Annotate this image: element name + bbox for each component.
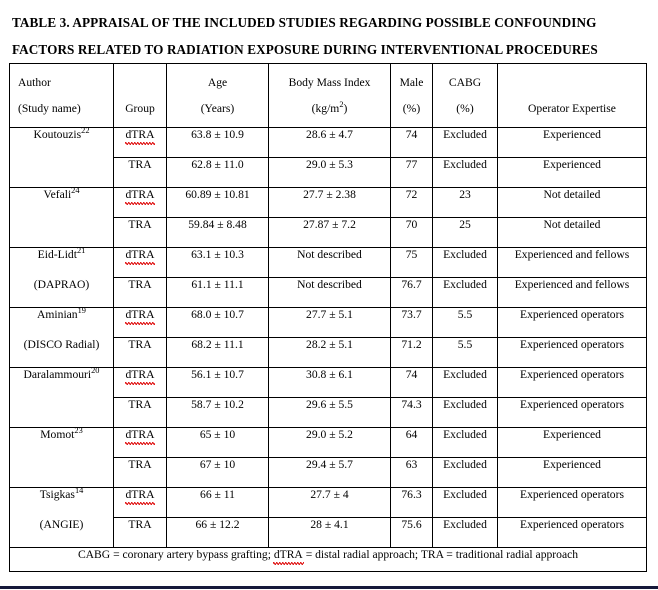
cabg-cell: 23 (433, 188, 498, 218)
author-cell (10, 248, 114, 308)
age-cell: 68.0 ± 10.7 (167, 308, 269, 338)
group-cell (114, 398, 167, 428)
bmi-cell: 29.0 ± 5.3 (269, 158, 391, 188)
age-cell: 58.7 ± 10.2 (167, 398, 269, 428)
operator-cell: Experienced operators (498, 518, 647, 548)
author-name: Aminian (37, 308, 78, 321)
operator-cell: Experienced operators (498, 338, 647, 368)
header-bmi-unit-open: (kg/m (311, 102, 340, 115)
group-cell (114, 518, 167, 548)
male-cell: 73.7 (391, 308, 433, 338)
footnote-part-1: CABG = coronary artery bypass grafting; (77, 548, 274, 561)
group-cell (114, 158, 167, 188)
male-cell: 74 (391, 368, 433, 398)
age-cell: 60.89 ± 10.81 (167, 188, 269, 218)
author-name: Eid-Lidt (37, 248, 77, 261)
bmi-cell: Not described (269, 278, 391, 308)
author-name: Koutouzis (33, 128, 82, 141)
age-cell: 59.84 ± 8.48 (167, 218, 269, 248)
group-cell (114, 428, 167, 458)
male-cell: 77 (391, 158, 433, 188)
group-label: dTRA (126, 488, 155, 503)
male-cell: 76.3 (391, 488, 433, 518)
operator-cell: Experienced (498, 428, 647, 458)
table-row (10, 128, 647, 158)
operator-cell: Experienced operators (498, 488, 647, 518)
group-label: dTRA (126, 368, 155, 383)
bmi-cell: 29.4 ± 5.7 (269, 458, 391, 488)
group-label: TRA (128, 458, 152, 471)
header-cell-cabg (433, 64, 498, 128)
table-row (10, 188, 647, 218)
table-footer (10, 548, 647, 572)
cabg-cell: Excluded (433, 488, 498, 518)
cabg-cell: Excluded (433, 518, 498, 548)
table-title-line-1: TABLE 3. APPRAISAL OF THE INCLUDED STUDIES REGARDING POSSIBLE CONFOUNDING (12, 15, 597, 30)
group-label: dTRA (126, 428, 155, 443)
header-male-line-1: Male (399, 76, 424, 89)
author-cell (10, 308, 114, 368)
group-label: TRA (128, 338, 152, 351)
bmi-cell: 27.7 ± 5.1 (269, 308, 391, 338)
group-label: TRA (128, 398, 152, 411)
author-study-name: (DISCO Radial) (23, 338, 100, 352)
bmi-cell: 28.6 ± 4.7 (269, 128, 391, 158)
author-name: Tsigkas (39, 488, 75, 501)
bmi-cell: 28.2 ± 5.1 (269, 338, 391, 368)
group-label: TRA (128, 278, 152, 291)
group-cell (114, 488, 167, 518)
footnote-part-2: = distal radial approach; TRA = traditional radial approach (302, 548, 579, 561)
group-label: TRA (128, 218, 152, 231)
operator-cell: Experienced (498, 128, 647, 158)
group-cell (114, 458, 167, 488)
appraisal-table (9, 63, 647, 572)
header-cell-author (10, 64, 114, 128)
author-name: Momot (40, 428, 75, 441)
header-author-line-1: Author (18, 76, 51, 89)
header-male-line-2: (%) (402, 102, 421, 115)
group-cell (114, 128, 167, 158)
age-cell: 61.1 ± 11.1 (167, 278, 269, 308)
author-name: Vefali (43, 188, 72, 201)
male-cell: 70 (391, 218, 433, 248)
operator-cell: Experienced (498, 158, 647, 188)
table-header (10, 64, 647, 128)
bmi-cell: 29.6 ± 5.5 (269, 398, 391, 428)
cabg-cell: 5.5 (433, 308, 498, 338)
author-reference: 19 (77, 306, 86, 316)
footnote-cell (10, 548, 647, 572)
cabg-cell: 5.5 (433, 338, 498, 368)
male-cell: 75 (391, 248, 433, 278)
operator-cell: Experienced operators (498, 398, 647, 428)
author-reference: 23 (74, 426, 83, 436)
appraisal-table-container (9, 63, 646, 572)
male-cell: 71.2 (391, 338, 433, 368)
group-cell (114, 338, 167, 368)
header-group-label: Group (125, 102, 155, 115)
group-cell (114, 218, 167, 248)
male-cell: 75.6 (391, 518, 433, 548)
header-cell-male (391, 64, 433, 128)
cabg-cell: Excluded (433, 398, 498, 428)
author-reference: 24 (71, 186, 80, 196)
bmi-cell: 29.0 ± 5.2 (269, 428, 391, 458)
author-cell (10, 428, 114, 488)
header-operator-label: Operator Expertise (528, 102, 616, 115)
header-bmi-unit-close: ) (343, 102, 348, 115)
operator-cell: Experienced (498, 458, 647, 488)
cabg-cell: 25 (433, 218, 498, 248)
male-cell: 64 (391, 428, 433, 458)
group-label: dTRA (126, 128, 155, 143)
group-cell (114, 248, 167, 278)
group-cell (114, 188, 167, 218)
author-reference: 21 (76, 246, 86, 256)
header-cell-operator (498, 64, 647, 128)
cabg-cell: Excluded (433, 128, 498, 158)
table-row (10, 308, 647, 338)
group-cell (114, 278, 167, 308)
author-cell (10, 128, 114, 188)
header-cell-group (114, 64, 167, 128)
author-cell (10, 368, 114, 428)
bmi-cell: 28 ± 4.1 (269, 518, 391, 548)
footnote-row (10, 548, 647, 572)
bmi-cell: 27.7 ± 4 (269, 488, 391, 518)
age-cell: 66 ± 12.2 (167, 518, 269, 548)
table-row (10, 248, 647, 278)
male-cell: 72 (391, 188, 433, 218)
header-cell-bmi (269, 64, 391, 128)
operator-cell: Experienced and fellows (498, 248, 647, 278)
header-bmi-line-1: Body Mass Index (288, 76, 371, 89)
author-study-name: (DAPRAO) (33, 278, 90, 292)
group-cell (114, 308, 167, 338)
table-row (10, 368, 647, 398)
age-cell: 66 ± 11 (167, 488, 269, 518)
male-cell: 74 (391, 128, 433, 158)
bmi-cell: 27.7 ± 2.38 (269, 188, 391, 218)
author-cell (10, 188, 114, 248)
header-age-line-1: Age (207, 76, 228, 89)
cabg-cell: Excluded (433, 368, 498, 398)
age-cell: 63.8 ± 10.9 (167, 128, 269, 158)
table-title-line-2: FACTORS RELATED TO RADIATION EXPOSURE DURING INTERVENTIONAL PROCEDURES (12, 42, 598, 57)
group-label: TRA (128, 158, 152, 171)
header-age-line-2: (Years) (200, 102, 235, 115)
male-cell: 76.7 (391, 278, 433, 308)
age-cell: 65 ± 10 (167, 428, 269, 458)
operator-cell: Not detailed (498, 188, 647, 218)
cabg-cell: Excluded (433, 158, 498, 188)
bmi-cell: 30.8 ± 6.1 (269, 368, 391, 398)
header-row (10, 64, 647, 128)
header-author-line-2: (Study name) (18, 102, 81, 115)
table-row (10, 488, 647, 518)
age-cell: 62.8 ± 11.0 (167, 158, 269, 188)
group-cell (114, 368, 167, 398)
operator-cell: Experienced operators (498, 368, 647, 398)
bmi-cell: 27.87 ± 7.2 (269, 218, 391, 248)
operator-cell: Experienced operators (498, 308, 647, 338)
author-reference: 22 (81, 126, 90, 136)
footnote-dtra-flagged: dTRA (274, 548, 303, 563)
cabg-cell: Excluded (433, 278, 498, 308)
male-cell: 74.3 (391, 398, 433, 428)
age-cell: 56.1 ± 10.7 (167, 368, 269, 398)
author-reference: 14 (74, 486, 84, 496)
author-study-name: (ANGIE) (39, 518, 84, 532)
author-reference: 20 (91, 366, 100, 376)
operator-cell: Not detailed (498, 218, 647, 248)
male-cell: 63 (391, 458, 433, 488)
group-label: dTRA (126, 188, 155, 203)
author-cell (10, 488, 114, 548)
header-cell-age (167, 64, 269, 128)
age-cell: 68.2 ± 11.1 (167, 338, 269, 368)
cabg-cell: Excluded (433, 248, 498, 278)
page-bottom-rule (0, 586, 658, 589)
operator-cell: Experienced and fellows (498, 278, 647, 308)
age-cell: 67 ± 10 (167, 458, 269, 488)
table-row (10, 428, 647, 458)
age-cell: 63.1 ± 10.3 (167, 248, 269, 278)
group-label: TRA (128, 518, 152, 531)
header-bmi-line-2 (273, 96, 386, 122)
header-cabg-line-2: (%) (456, 102, 474, 115)
header-bmi-unit-exponent: 2 (339, 100, 344, 110)
cabg-cell: Excluded (433, 458, 498, 488)
group-label: dTRA (126, 248, 155, 263)
author-name: Daralammouri (23, 368, 92, 381)
table-title (12, 9, 646, 63)
cabg-cell: Excluded (433, 428, 498, 458)
bmi-cell: Not described (269, 248, 391, 278)
header-cabg-line-1: CABG (448, 76, 482, 89)
group-label: dTRA (126, 308, 155, 323)
table-body (10, 128, 647, 548)
